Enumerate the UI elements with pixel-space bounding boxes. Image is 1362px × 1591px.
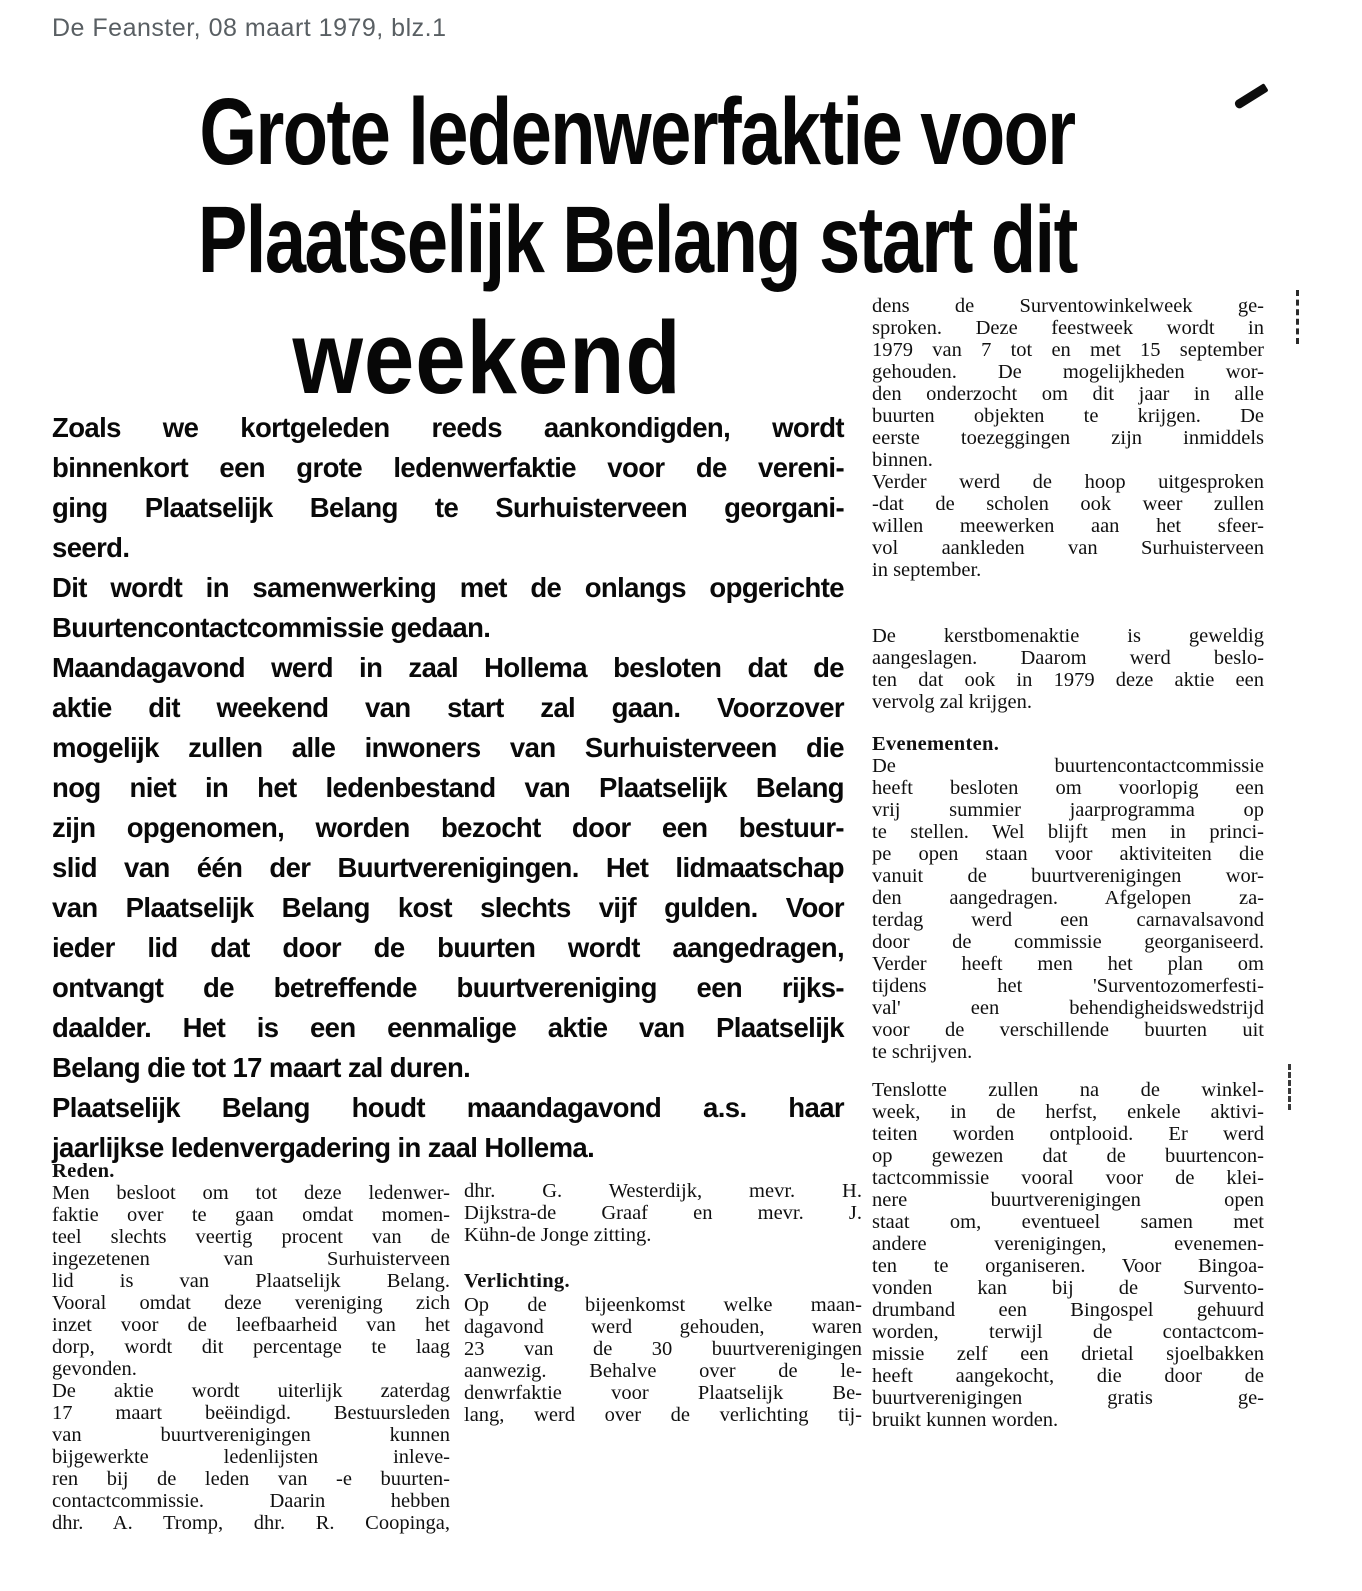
text-line: dagavond werd gehouden, waren (464, 1316, 862, 1338)
text-line: te stellen. Wel blijft men in princi- (872, 821, 1264, 843)
intro-paragraph-4 (52, 1088, 844, 1168)
scan-artifact-slash (1233, 83, 1268, 110)
text-line: De kerstbomenaktie is geweldig (872, 625, 1264, 647)
right-paragraph-2 (872, 471, 1264, 581)
middle-paragraph-1 (464, 1180, 862, 1246)
text-line: vonden kan bij de Survento- (872, 1277, 1264, 1299)
text-line: nog niet in het ledenbestand van Plaatselijk Belang (52, 772, 844, 803)
text-line: aangeslagen. Daarom werd beslo- (872, 647, 1264, 669)
intro-paragraph-3 (52, 648, 844, 1088)
text-line: door de commissie georganiseerd. (872, 931, 1264, 953)
text-line: ieder lid dat door de buurten wordt aangedragen, (52, 932, 844, 963)
text-line: buurtverenigingen gratis ge- (872, 1387, 1264, 1409)
source-line: De Feanster, 08 maart 1979, blz.1 (52, 14, 447, 42)
text-line: bijgewerkte ledenlijsten inleve- (52, 1446, 450, 1468)
text-line: nere buurtverenigingen open (872, 1189, 1264, 1211)
text-line: week, in de herfst, enkele aktivi- (872, 1101, 1264, 1123)
text-line: Men besloot om tot deze ledenwer- (52, 1182, 450, 1204)
text-line: staat om, eventueel samen met (872, 1211, 1264, 1233)
text-line: heeft aangekocht, die door de (872, 1365, 1264, 1387)
text-line: lang, werd over de verlichting tij- (464, 1404, 862, 1426)
text-line: dhr. A. Tromp, dhr. R. Coopinga, (52, 1512, 450, 1534)
text-line: teel slechts veertig procent van de (52, 1226, 450, 1248)
text-line: 23 van de 30 buurtverenigingen (464, 1338, 862, 1360)
text-line: bruikt kunnen worden. (872, 1409, 1059, 1431)
text-line: Dijkstra-de Graaf en mevr. J. (464, 1202, 862, 1224)
right-paragraph-4 (872, 755, 1264, 1063)
text-line: ingezetenen van Surhuisterveen (52, 1248, 450, 1270)
text-line: van buurtverenigingen kunnen (52, 1424, 450, 1446)
text-line: ontvangt de betreffende buurtvereniging een rijks- (52, 972, 844, 1003)
text-line: aanwezig. Behalve over de le- (464, 1360, 862, 1382)
text-line: slid van één der Buurtverenigingen. Het lidmaatschap (52, 852, 844, 883)
text-line: val' een behendigheidswedstrijd (872, 997, 1264, 1019)
text-line: dhr. G. Westerdijk, mevr. H. (464, 1180, 862, 1202)
text-line: Zoals we kortgeleden reeds aankondigden, wordt (52, 412, 844, 443)
column-left (52, 1160, 450, 1534)
text-line: eerste toezeggingen zijn inmiddels (872, 427, 1264, 449)
text-line: De aktie wordt uiterlijk zaterdag (52, 1380, 450, 1402)
middle-paragraph-2 (464, 1294, 862, 1426)
intro-paragraph-2 (52, 568, 844, 648)
right-paragraph-3 (872, 625, 1264, 713)
text-line: Belang die tot 17 maart zal duren. (52, 1052, 471, 1083)
text-line: 1979 van 7 tot en met 15 september (872, 339, 1264, 361)
text-line: in september. (872, 559, 982, 581)
left-paragraph-2 (52, 1380, 450, 1534)
left-paragraph-1 (52, 1182, 450, 1380)
text-line: van Plaatselijk Belang kost slechts vijf gulden. Voor (52, 892, 844, 923)
text-line: Verder heeft men het plan om (872, 953, 1264, 975)
text-line: Op de bijeenkomst welke maan- (464, 1294, 862, 1316)
text-line: ten te organiseren. Voor Bingoa- (872, 1255, 1264, 1277)
text-line: pe open staan voor aktiviteiten die (872, 843, 1264, 865)
section-heading-evenementen: Evenementen. (872, 733, 1000, 755)
text-line: jaarlijkse ledenvergadering in zaal Hollema. (52, 1132, 595, 1163)
text-line: 17 maart beëindigd. Bestuursleden (52, 1402, 450, 1424)
text-line: denwrfaktie voor Plaatselijk Be- (464, 1382, 862, 1404)
text-line: binnenkort een grote ledenwerfaktie voor de vereni- (52, 452, 844, 483)
text-line: drumband een Bingospel gehuurd (872, 1299, 1264, 1321)
text-line: mogelijk zullen alle inwoners van Surhuisterveen die (52, 732, 844, 763)
text-line: terdag werd een carnavalsavond (872, 909, 1264, 931)
text-line: dorp, wordt dit percentage te laag (52, 1336, 450, 1358)
text-line: willen meewerken aan het sfeer- (872, 515, 1264, 537)
text-line: ging Plaatselijk Belang te Surhuisterveen georgani- (52, 492, 844, 523)
text-line: worden, terwijl de contactcom- (872, 1321, 1264, 1343)
text-line: weekend (292, 300, 683, 415)
text-line: heeft besloten om voorlopig een (872, 777, 1264, 799)
text-line: den onderzocht om dit jaar in alle (872, 383, 1264, 405)
text-line: Plaatselijk Belang start dit (198, 186, 1077, 293)
text-line: missie zelf een drietal sjoelbakken (872, 1343, 1264, 1365)
text-line: op gewezen dat de buurtencon- (872, 1145, 1264, 1167)
text-line: Buurtencontactcommissie gedaan. (52, 612, 491, 643)
text-line: tijdens het 'Surventozomerfesti- (872, 975, 1264, 997)
section-heading-reden: Reden. (52, 1160, 115, 1182)
section-heading-verlichting: Verlichting. (464, 1270, 570, 1292)
intro-block (52, 408, 844, 1168)
text-line: gevonden. (52, 1358, 137, 1380)
text-line: ren bij de leden van -e buurten- (52, 1468, 450, 1490)
intro-paragraph-1 (52, 408, 844, 568)
text-line: -dat de scholen ook weer zullen (872, 493, 1264, 515)
text-line: andere verenigingen, evenemen- (872, 1233, 1264, 1255)
text-line: Verder werd de hoop uitgesproken (872, 471, 1264, 493)
text-line: Plaatselijk Belang houdt maandagavond a.s. haar (52, 1092, 844, 1123)
text-line: De buurtencontactcommissie (872, 755, 1264, 777)
text-line: binnen. (872, 449, 933, 471)
text-line: vrij summier jaarprogramma op (872, 799, 1264, 821)
text-line: faktie over te gaan omdat momen- (52, 1204, 450, 1226)
text-line: Maandagavond werd in zaal Hollema besloten dat de (52, 652, 844, 683)
scan-artifact-dashed-edge-bottom (1288, 1064, 1291, 1110)
column-middle (464, 1180, 862, 1426)
text-line: dens de Surventowinkelweek ge- (872, 295, 1264, 317)
text-line: vervolg zal krijgen. (872, 691, 1032, 713)
text-line: voor de verschillende buurten uit (872, 1019, 1264, 1041)
text-line: gehouden. De mogelijkheden wor- (872, 361, 1264, 383)
text-line: Tenslotte zullen na de winkel- (872, 1079, 1264, 1101)
text-line: Grote ledenwerfaktie voor (199, 78, 1076, 185)
text-line: zijn opgenomen, worden bezocht door een bestuur- (52, 812, 844, 843)
text-line: vol aankleden van Surhuisterveen (872, 537, 1264, 559)
text-line: contactcommissie. Daarin hebben (52, 1490, 450, 1512)
text-line: Dit wordt in samenwerking met de onlangs opgerichte (52, 572, 844, 603)
text-line: seerd. (52, 532, 130, 563)
text-line: lid is van Plaatselijk Belang. (52, 1270, 450, 1292)
text-line: sproken. Deze feestweek wordt in (872, 317, 1264, 339)
text-line: teiten worden ontplooid. Er werd (872, 1123, 1264, 1145)
text-line: Vooral omdat deze vereniging zich (52, 1292, 450, 1314)
text-line: buurten objekten te krijgen. De (872, 405, 1264, 427)
text-line: Kühn-de Jonge zitting. (464, 1224, 652, 1246)
column-right (872, 295, 1264, 1431)
text-line: ten dat ook in 1979 deze aktie een (872, 669, 1264, 691)
text-line: tactcommissie vooral voor de klei- (872, 1167, 1264, 1189)
text-line: daalder. Het is een eenmalige aktie van Plaatselijk (52, 1012, 844, 1043)
text-line: den aangedragen. Afgelopen za- (872, 887, 1264, 909)
right-paragraph-1 (872, 295, 1264, 471)
text-line: vanuit de buurtverenigingen wor- (872, 865, 1264, 887)
scan-artifact-dashed-edge-top (1296, 290, 1299, 344)
text-line: te schrijven. (872, 1041, 973, 1063)
text-line: inzet voor de leefbaarheid van het (52, 1314, 450, 1336)
right-paragraph-5 (872, 1079, 1264, 1431)
text-line: aktie dit weekend van start zal gaan. Voorzover (52, 692, 844, 723)
